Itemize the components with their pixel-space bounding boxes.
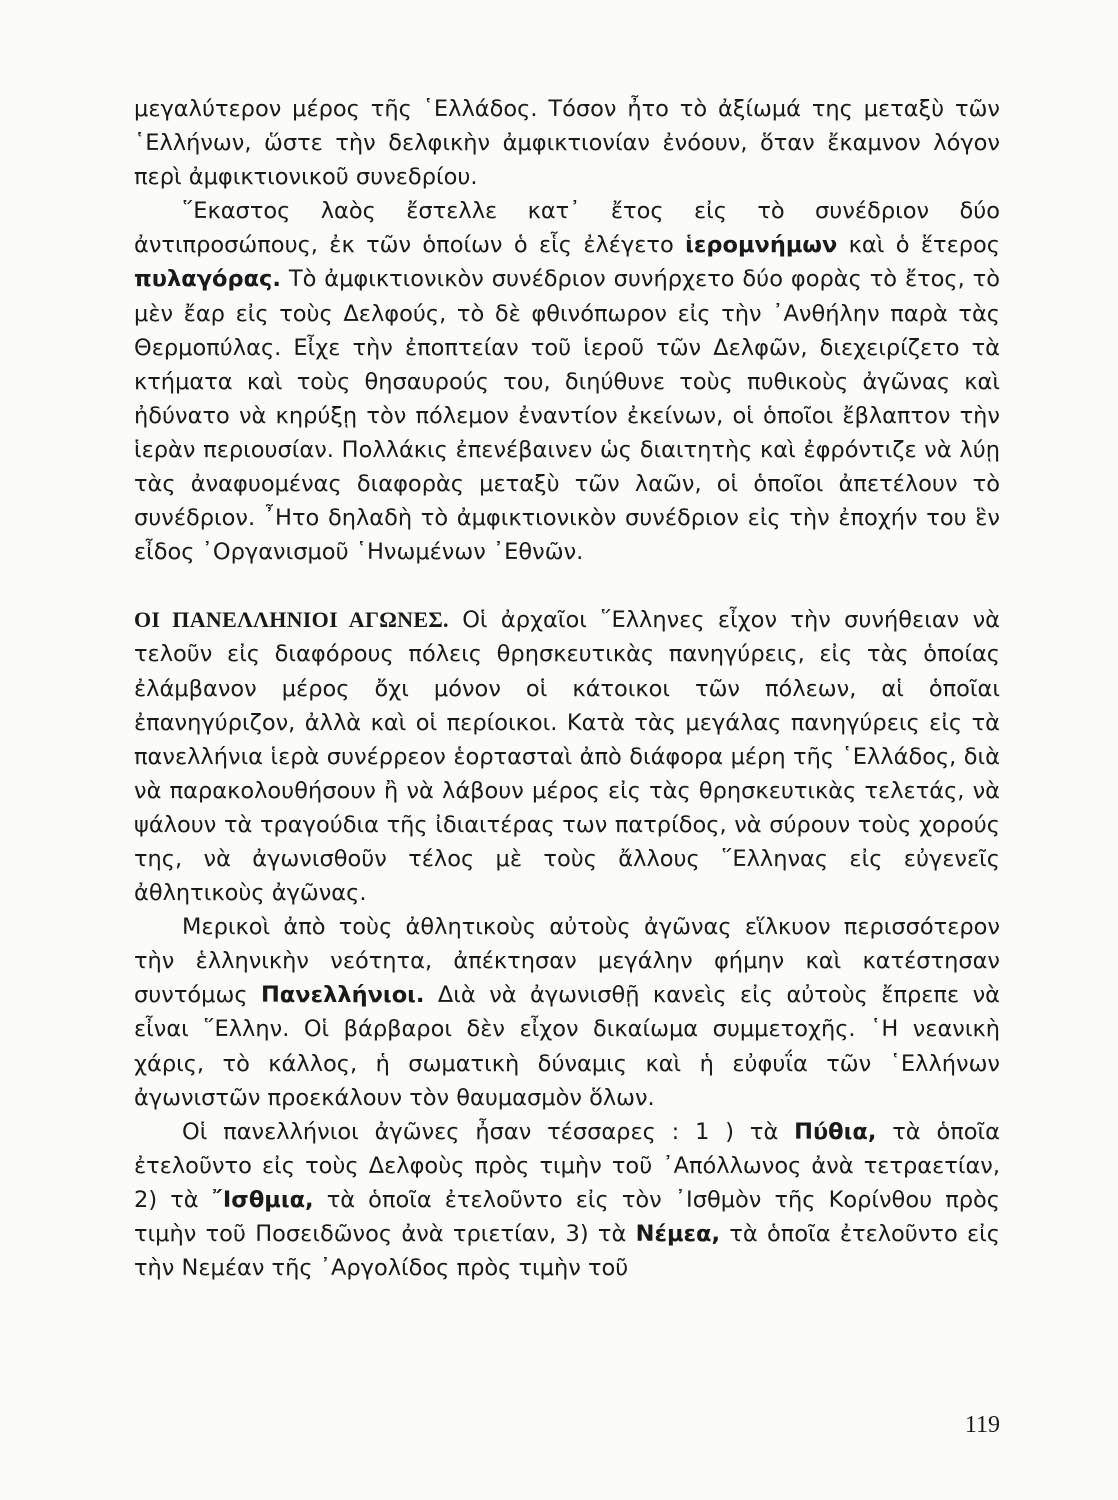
term-isthmia: ῎Ισθμια, [211, 1186, 314, 1213]
section-heading: ΟΙ ΠΑΝΕΛΛΗΝΙΟΙ ΑΓΩΝΕΣ. [134, 607, 449, 633]
page-number: 119 [964, 1412, 1000, 1438]
term-nemea: Νέμεα, [635, 1221, 721, 1247]
term-ieromnimon: ἱερομνήμων [685, 232, 838, 259]
p5-text-1: Οἱ πανελλήνιοι ἀγῶνες ἦσαν τέσσαρες : 1 ) τὰ [182, 1118, 795, 1145]
paragraph-3 [134, 603, 1000, 910]
term-panellinioi: Πανελλήνιοι. [260, 982, 425, 1009]
p4-text-2: Διὰ νὰ ἀγωνισθῇ κανεὶς εἰς αὐτοὺς ἔπρεπε νὰ εἶναι ῞Ελλην. Οἱ βάρβαροι δὲν εἶχον δικαίωμα συμμετοχῆς. ῾Η νεανικὴ χάρις, τὸ κάλλος, ἡ σωματικὴ δύναμις καὶ ἡ εὐφυΐα τῶν ῾Ελλήνων ἀγωνιστῶν προεκάλουν τὸν θαυμασμὸν ὅλων. [134, 982, 1000, 1111]
paragraph-1: μεγαλύτερον μέρος τῆς ῾Ελλάδος. Τόσον ἦτο τὸ ἀξίωμά της μεταξὺ τῶν ῾Ελλήνων, ὥστε τὴν δελφικὴν ἀμφικτιονίαν ἐνόουν, ὅταν ἔκαμνον λόγον περὶ ἀμφικτιονικοῦ συνεδρίου. [134, 96, 1000, 191]
paragraph-2 [134, 194, 1000, 569]
p3-text-1: Οἱ ἀρχαῖοι ῞Ελληνες εἶχον τὴν συνήθειαν νὰ τελοῦν εἰς διαφόρους πόλεις θρησκευτικὰς πανηγύρεις, εἰς τὰς ὁποίας ἐλάμβανον μέρος ὄχι μόνον οἱ κάτοικοι τῶν πόλεων, αἱ ὁποῖαι ἐπανηγύριζον, ἀλλὰ καὶ οἱ περίοικοι. Κατὰ τὰς μεγάλας πανηγύρεις εἰς τὰ πανελλήνια ἱερὰ συνέρρεον ἑορτασταὶ ἀπὸ διάφορα μέρη τῆς ῾Ελλάδος, διὰ νὰ παρακολουθήσουν ἢ νὰ λάβουν μέρος εἰς τὰς θρησκευτικὰς τελετάς, νὰ ψάλουν τὰ τραγούδια τῆς ἰδιαιτέρας των πατρίδος, νὰ σύρουν τοὺς χορούς της, νὰ ἀγωνισθοῦν τέλος μὲ τοὺς ἄλλους ῞Ελληνας εἰς εὐγενεῖς ἀθλητικοὺς ἀγῶνας. [134, 607, 1000, 907]
term-pythia: Πύθια, [794, 1118, 877, 1145]
paragraph-5 [134, 1115, 1000, 1285]
section-gap [134, 569, 1000, 603]
p2-text-2: καὶ ὁ ἕτερος [837, 232, 1000, 259]
p5-text-3: τὰ ὁποῖα ἐτελοῦντο εἰς τὸν ᾽Ισθμὸν τῆς Κορίνθου πρὸς τιμὴν τοῦ Ποσειδῶνος ἀνὰ τριετίαν, 3) τὰ [134, 1186, 1001, 1247]
p2-text-1: ῞Εκαστος λαὸς ἔστελλε κατ᾽ ἔτος εἰς τὸ συνέδριον δύο ἀντιπροσώπους, ἐκ τῶν ὁποίων ὁ εἷς ἐλέγετο [134, 198, 1000, 259]
p5-text-4: τὰ ὁποῖα ἐτελοῦντο εἰς τὴν Νεμέαν τῆς ᾽Αργολίδος πρὸς τιμὴν τοῦ [134, 1221, 1000, 1282]
p4-text-1: Μερικοὶ ἀπὸ τοὺς ἀθλητικοὺς αὐτοὺς ἀγῶνας εἵλκυον περισσότερον τὴν ἑλληνικὴν νεότητα, ἀπέκτησαν μεγάλην φήμην καὶ κατέστησαν συντόμως [134, 914, 1000, 1009]
body-text [134, 92, 1000, 1285]
p5-text-2: τὰ ὁποῖα ἐτελοῦντο εἰς τοὺς Δελφοὺς πρὸς τιμὴν τοῦ ᾽Απόλλωνος ἀνὰ τετραετίαν, 2) τὰ [134, 1118, 1000, 1213]
p2-text-3: Τὸ ἀμφικτιονικὸν συνέδριον συνήρχετο δύο φορὰς τὸ ἔτος, τὸ μὲν ἔαρ εἰς τοὺς Δελφούς, τὸ δὲ φθινόπωρον εἰς τὴν ᾽Ανθήλην παρὰ τὰς Θερμοπύλας. Εἶχε τὴν ἐποπτείαν τοῦ ἱεροῦ τῶν Δελφῶν, διεχειρίζετο τὰ κτήματα καὶ τοὺς θησαυρούς του, διηύθυνε τοὺς πυθικοὺς ἀγῶνας καὶ ἠδύνατο νὰ κηρύξῃ τὸν πόλεμον ἐναντίον ἐκείνων, οἱ ὁποῖοι ἔβλαπτον τὴν ἱερὰν περιουσίαν. Πολλάκις ἐπενέβαινεν ὡς διαιτητὴς καὶ ἐφρόντιζε νὰ λύῃ τὰς ἀναφυομένας διαφορὰς μεταξὺ τῶν λαῶν, οἱ ὁποῖοι ἀπετέλουν τὸ συνέδριον. ῏Ητο δηλαδὴ τὸ ἀμφικτιονικὸν συνέδριον εἰς τὴν ἐποχήν του ἓν εἶδος ᾽Οργανισμοῦ ῾Ηνωμένων ᾽Εθνῶν. [134, 266, 1000, 566]
paragraph-4 [134, 910, 1000, 1115]
term-pylagoras: πυλαγόρας. [134, 266, 281, 293]
